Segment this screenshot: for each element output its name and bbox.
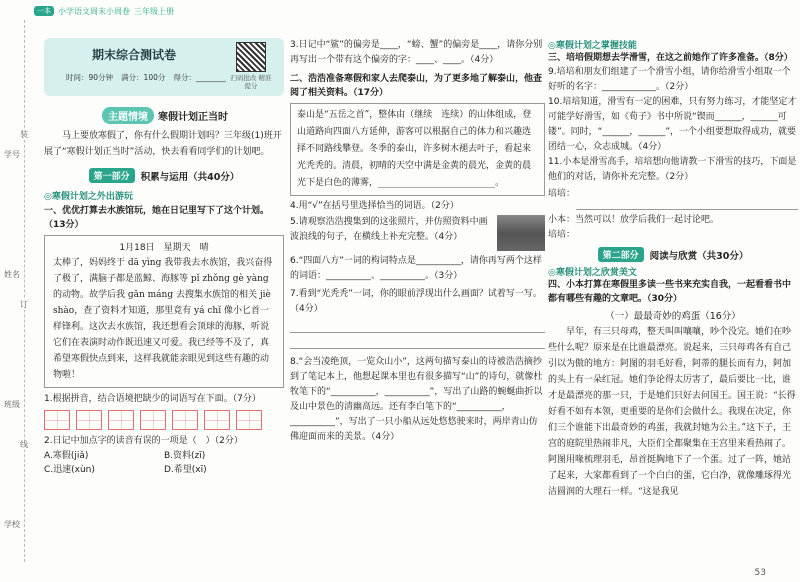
option-c[interactable]: C.迅速(xùn) <box>44 465 95 475</box>
section-skills: ◎寒假计划之掌握技能 <box>548 41 637 51</box>
option-d[interactable]: D.希望(xī) <box>164 465 207 475</box>
question-1-2-options <box>44 449 284 477</box>
answer-lines-q7[interactable] <box>290 319 545 349</box>
diary-box <box>44 235 284 388</box>
question-1: 一、优优打算去水族馆玩，她在日记里写下了这个计划。（13分） <box>44 206 270 230</box>
theme-tag: 主题情境 <box>102 107 154 124</box>
theme-header <box>102 107 228 124</box>
column-middle <box>290 38 545 445</box>
series-title: 小学语文周末小周卷 <box>58 6 130 16</box>
reading-text: 早年，有三只母鸡，整天叫叫嚷嚷，吵个没完。她们在吵些什么呢？原来是在比谁最漂亮。说起来，三只母鸡各有自己引以为傲的地方：阿图的羽毛好看，阿蒂的腿长而有力，阿加的头上有一朵红冠。她们争论得太厉害了，最后要比一比，谁才是最漂亮的那一只，于是她们只好去问国王。国王说：“长得好看不如有本领，更重要的是你们会做什么。我现在决定，你们三个谁能下出最奇妙的鸡蛋，我就封她为公主。”这下子，王宫的庭院里热闹非凡，大臣们全都聚集在王宫里来看热闹了。阿图用喙梳理羽毛，昂首挺胸地下了一个蛋。过了一阵，她站了起来，大家都看到了一个白白的蛋，它白净，就像雕琢得光洁圆润的大理石一样。“这是我见 <box>548 327 796 497</box>
option-b[interactable]: B.资料(zī) <box>164 451 206 461</box>
answer-line[interactable] <box>290 335 545 349</box>
score-field: 得分：________ <box>173 73 226 82</box>
question-4: 4.用“√”在括号里选择恰当的词语。（2分） <box>290 201 459 211</box>
theme-text: 寒假计划正当时 <box>158 112 228 123</box>
part1-header <box>44 168 284 183</box>
page-number: 53 <box>754 568 766 578</box>
answer-line[interactable] <box>576 196 798 210</box>
part2-header <box>548 247 798 262</box>
reading-title: （一）最最奇妙的鸡蛋（16分） <box>605 311 741 322</box>
diary-date: 1月18日 星期天 晴 <box>119 243 209 253</box>
series-badge: 一本 <box>34 6 54 16</box>
binding-gutter <box>0 0 34 582</box>
qr-code-icon[interactable] <box>236 42 266 72</box>
question-3: 3.日记中“鲨”的偏旁是____，“螃、蟹”的偏旁是____，请你分别再写出一个带有这个偏旁的字：____、____。（4分） <box>290 40 543 65</box>
taishan-passage: 泰山是“五岳之首”，整体由（继续 连续）的山体组成，登山道路向四面八方延伸，游客可以根据自己的体力和兴趣选择不同路线攀登。冬季的泰山，许多树木褪去叶子，看起来光秃秃的。清晨，初晴的天空中满是金黄的晨光，金黄的晨光下是白色的薄雾，__________________________。 <box>290 103 545 196</box>
question-5: 5.请观察浩浩搜集到的这张照片，并仿照资料中画波浪线的句子，在横线上补充完整。（4分） <box>290 217 488 242</box>
answer-cell[interactable] <box>172 410 198 430</box>
question-1-2: 2.日记中加点字的读音有误的一项是（ ）（2分） <box>44 436 243 446</box>
option-a[interactable]: A.寒假(jiǎ) <box>44 451 89 461</box>
exam-meta <box>66 72 226 83</box>
question-8: 8.“会当凌绝顶，一览众山小”，这两句描写泰山的诗被浩浩摘抄到了笔记本上，他想起课本里也有很多描写“山”的诗句，就像杜牧笔下的“__________，__________”，写出了山路的蜿蜒曲折以及山中景色的清幽高远。还有李白笔下的“__________，__________”，写出了一只小船从远处悠悠驶来时，两岸青山仿佛迎面而来的美景。（4分） <box>290 357 543 442</box>
answer-cell[interactable] <box>108 410 134 430</box>
qr-caption: 扫码批改 精准提分 <box>230 74 272 90</box>
binding-mark-zhuang: 装 <box>20 130 28 139</box>
taishan-photo <box>497 215 545 251</box>
student-id-label: 学号 <box>4 150 20 159</box>
part1-label: 第一部分 <box>89 168 135 183</box>
question-3-ski: 三、培培假期想去学滑雪，在这之前她作了许多准备。（8分） <box>548 53 793 63</box>
section-outing: ◎寒假计划之外出游玩 <box>44 192 133 202</box>
exam-title: 期末综合测试卷 <box>92 48 177 62</box>
part1-name: 积累与运用（共40分） <box>140 171 240 183</box>
intro-paragraph: 马上要放寒假了，你有什么假期计划吗？三年级(1)班开展了“寒假计划正当时”活动，快去看看同学们的计划吧。 <box>44 131 282 157</box>
part2-name: 阅读与欣赏（共30分） <box>649 250 749 262</box>
section-reading: ◎寒假计划之欣赏美文 <box>548 268 637 278</box>
binding-mark-xian: 线 <box>20 440 28 449</box>
full-score: 满分：100分 <box>121 73 166 82</box>
question-2-trip: 二、浩浩准备寒假和家人去爬泰山，为了更多地了解泰山，他查阅了相关资料。（17分） <box>290 74 543 98</box>
question-6: 6.“四面八方”一词的构词特点是__________，请你再写两个这样的词语：__________、__________。（3分） <box>290 256 542 281</box>
question-4-read: 四、小本打算在寒假里多读一些书来充实自我，一起看看书中都有哪些有趣的文章吧。（30分） <box>548 280 792 304</box>
answer-cell[interactable] <box>76 410 102 430</box>
exam-banner <box>44 38 284 96</box>
question-7: 7.看到“光秃秃”一词，你的眼前浮现出什么画面？试着写一写。（4分） <box>290 289 542 314</box>
binding-mark-ding: 订 <box>20 300 28 309</box>
answer-cell[interactable] <box>140 410 166 430</box>
answer-cell[interactable] <box>44 410 70 430</box>
answer-cell[interactable] <box>236 410 262 430</box>
class-label: 班级 <box>4 400 20 409</box>
question-11: 11.小本是滑雪高手，培培想向他请教一下滑雪的技巧，下面是他们的对话，请你补充完整。（2分） <box>548 157 797 182</box>
answer-grid <box>44 410 284 430</box>
question-1-1: 1.根据拼音，结合语境把缺少的词语写在下面。（7分） <box>44 394 261 404</box>
binding-line <box>24 20 25 562</box>
dialog-pei-2: 培培： <box>548 230 576 240</box>
series-header <box>34 0 286 22</box>
grade-label: 三年级上册 <box>134 6 174 16</box>
answer-cell[interactable] <box>204 410 230 430</box>
part2-label: 第二部分 <box>598 247 644 262</box>
time-limit: 时间：90分钟 <box>66 73 114 82</box>
column-left <box>34 0 286 475</box>
question-9: 9.培培和朋友们组建了一个滑雪小组，请你给滑雪小组取一个好听的名字：____________。（2分） <box>548 67 791 92</box>
diary-text: 太棒了，妈妈终于 dā yìng 我带我去水族馆，我兴奋得了极了，满脑子都是蓝鲸、海豚等 pǐ zhǒng gè yàng 的动物。故学后我 gǎn máng 去搜集水族馆的相关 jiè shào，查了资料才知道，那里竟有 yá chǐ 像小匕首一样锋利。这次去水族馆，我还想看会顶球的海豚，听说它们在表演时动作既迅速又可爱。我已经等不及了，真希望寒假快点到来，这样我就能亲眼见到这些有趣的动物啦！ <box>53 258 273 380</box>
dialog-pei-1: 培培： <box>548 189 576 199</box>
column-right <box>548 38 798 502</box>
name-label: 姓名 <box>4 270 20 279</box>
school-label: 学校 <box>4 520 20 529</box>
answer-line-pei-1[interactable] <box>548 196 798 210</box>
dialog-ben: 小本：当然可以！放学后我们一起讨论吧。 <box>548 215 720 225</box>
question-10: 10.培培知道，滑雪有一定的困难，只有努力练习，才能坚定才可能学好滑雪，如《荀子》书中所说“锲而______，______可镂”。同时，“______，______”，一个小组要想取得成功，就要团结一心，众志成城。（4分） <box>548 97 797 152</box>
answer-line[interactable] <box>290 319 545 333</box>
